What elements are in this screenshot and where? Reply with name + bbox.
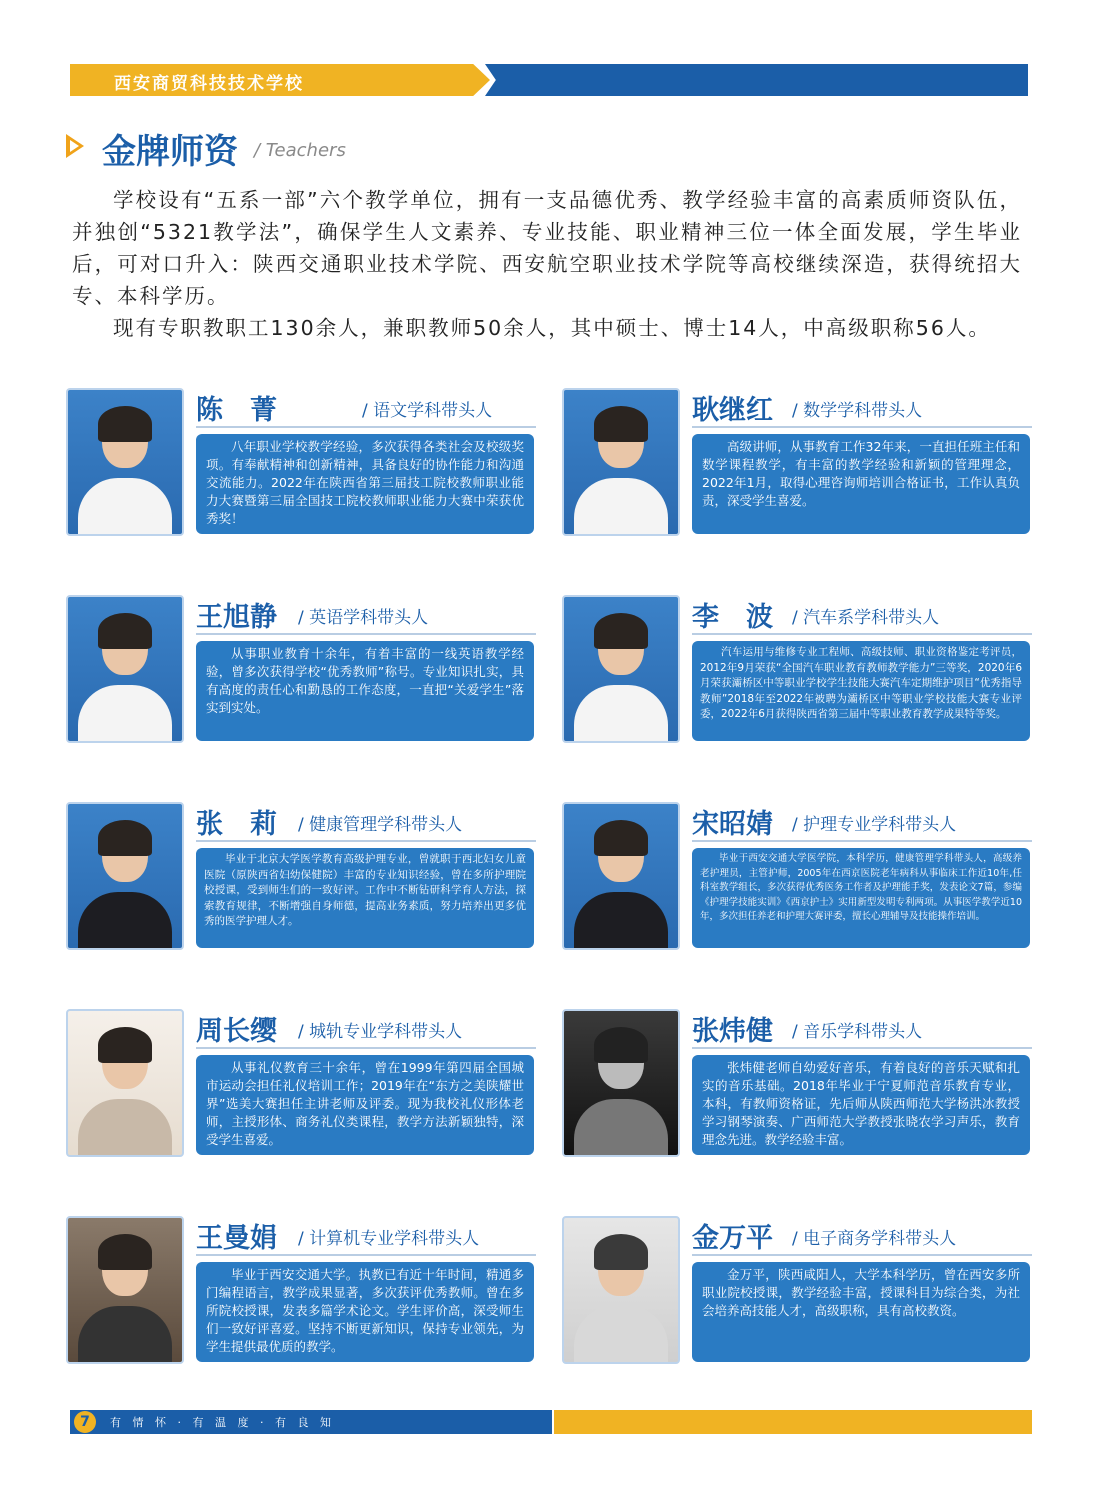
teacher-photo (562, 595, 680, 743)
teacher-card (562, 1216, 1032, 1366)
teacher-photo (66, 1009, 184, 1157)
school-name: 西安商贸科技技术学校 (114, 74, 304, 94)
divider (196, 840, 536, 842)
intro-paragraph-1: 学校设有“五系一部”六个教学单位，拥有一支品德优秀、教学经验丰富的高素质师资队伍，并独创“5321教学法”，确保学生人文素养、专业技能、职业精神三位一体全面发展，学生毕业后，可对口升入：陕西交通职业技术学院、西安航空职业技术学院等高校继续深造，获得统招大专、本科学历。 (72, 188, 1022, 308)
teacher-card (562, 802, 1032, 952)
teacher-role: / 计算机专业学科带头人 (298, 1229, 480, 1249)
teacher-description: 汽车运用与维修专业工程师、高级技师、职业资格鉴定考评员，2012年9月荣获“全国汽车职业教育教师教学能力”三等奖，2020年6月荣获灞桥区中等职业学校学生技能大赛汽车定期维护项目“优秀指导教师”2018年至2022年被聘为灞桥区中等职业学校技能大赛专业评委，2022年6月获得陕西省第三届中等职业教育教学成果特等奖。 (692, 641, 1030, 741)
intro-text (72, 184, 1022, 344)
divider (692, 840, 1032, 842)
teacher-card (66, 802, 536, 952)
footer-motto: 有 情 怀 · 有 温 度 · 有 良 知 (110, 1416, 335, 1429)
teacher-description: 毕业于北京大学医学教育高级护理专业，曾就职于西北妇女儿童医院（原陕西省妇幼保健院）丰富的专业知识经验，曾在多所护理院校授课，受到师生们的一致好评。工作中不断钻研科学育人方法，探索教育规律，不断增强自身师德，提高业务素质，努力培养出更多优秀的医学护理人才。 (196, 848, 534, 948)
teacher-name: 陈 菁 (196, 395, 277, 426)
teacher-role: / 语文学科带头人 (362, 401, 493, 421)
teacher-card (66, 388, 536, 538)
teacher-name: 张炜健 (692, 1016, 773, 1047)
teacher-role: / 数学学科带头人 (792, 401, 923, 421)
section-subtitle: / Teachers (254, 140, 346, 161)
teacher-name: 李 波 (692, 602, 773, 633)
teacher-role: / 汽车系学科带头人 (792, 608, 940, 628)
footer-yellow-segment (554, 1410, 1032, 1434)
teacher-description: 张炜健老师自幼爱好音乐，有着良好的音乐天赋和扎实的音乐基础。2018年毕业于宁夏师范音乐教育专业，本科，有教师资格证，先后师从陕西师范大学杨洪冰教授学习钢琴演奏、广西师范大学教授张晓农学习声乐，教育理念先进。教学经验丰富。 (692, 1055, 1030, 1155)
arrow-icon-inner (70, 140, 79, 152)
teacher-name: 金万平 (692, 1223, 773, 1254)
teacher-photo (66, 1216, 184, 1364)
teacher-card (562, 595, 1032, 745)
section-title: 金牌师资 (102, 132, 238, 172)
teacher-photo (66, 388, 184, 536)
teacher-photo (562, 1009, 680, 1157)
teacher-photo (562, 802, 680, 950)
teacher-name: 宋昭婧 (692, 809, 773, 840)
divider (692, 1047, 1032, 1049)
teacher-photo (66, 802, 184, 950)
teacher-role: / 音乐学科带头人 (792, 1022, 923, 1042)
teacher-name: 王旭静 (196, 602, 277, 633)
teacher-name: 周长缨 (196, 1016, 277, 1047)
teacher-description: 高级讲师，从事教育工作32年来，一直担任班主任和数学课程教学，有丰富的教学经验和新颖的管理理念，2022年1月，取得心理咨询师培训合格证书，工作认真负责，深受学生喜爱。 (692, 434, 1030, 534)
teacher-card (66, 1216, 536, 1366)
bottom-banner (70, 1410, 1032, 1434)
divider (692, 633, 1032, 635)
teacher-role: / 护理专业学科带头人 (792, 815, 957, 835)
teacher-card (562, 1009, 1032, 1159)
divider (196, 426, 536, 428)
divider (692, 1254, 1032, 1256)
teacher-role: / 英语学科带头人 (298, 608, 429, 628)
teacher-description: 从事职业教育十余年，有着丰富的一线英语教学经验，曾多次获得学校“优秀教师”称号。专业知识扎实，具有高度的责任心和勤恳的工作态度，一直把“关爱学生”落实到实处。 (196, 641, 534, 741)
top-banner (70, 64, 1028, 96)
teacher-card (66, 595, 536, 745)
teacher-role: / 城轨专业学科带头人 (298, 1022, 463, 1042)
teacher-card (562, 388, 1032, 538)
teacher-name: 张 莉 (196, 809, 277, 840)
teacher-card (66, 1009, 536, 1159)
teacher-name: 耿继红 (692, 395, 773, 426)
teacher-photo (562, 388, 680, 536)
teacher-description: 金万平，陕西咸阳人，大学本科学历，曾在西安多所职业院校授课，教学经验丰富，授课科目为综合类，为社会培养高技能人才，高级职称，具有高校教资。 (692, 1262, 1030, 1362)
divider (692, 426, 1032, 428)
page-number: 7 (74, 1411, 96, 1433)
teacher-role: / 健康管理学科带头人 (298, 815, 463, 835)
teacher-photo (562, 1216, 680, 1364)
teacher-photo (66, 595, 184, 743)
teacher-role: / 电子商务学科带头人 (792, 1229, 957, 1249)
divider (196, 1047, 536, 1049)
divider (196, 633, 536, 635)
teacher-name: 王曼娟 (196, 1223, 277, 1254)
banner-blue-segment (485, 64, 1028, 96)
teacher-description: 毕业于西安交通大学医学院，本科学历，健康管理学科带头人，高级养老护理员，主管护师，2005年在西京医院老年病科从事临床工作近10年,任科室教学组长，多次获得优秀医务工作者及护理能手奖，发表论文7篇，参编《护理学技能实训》《西京护士》实用新型发明专利两项。从事医学教学近10年，多次担任养老和护理大赛评委，擅长心理辅导及技能操作培训。 (692, 848, 1030, 948)
intro-paragraph-2: 现有专职教职工130余人，兼职教师50余人，其中硕士、博士14人，中高级职称56人。 (113, 316, 991, 340)
teacher-description: 毕业于西安交通大学。执教已有近十年时间，精通多门编程语言，教学成果显著，多次获评优秀教师。曾在多所院校授课，发表多篇学术论文。学生评价高，深受师生们一致好评喜爱。坚持不断更新知识，保持专业领先，为学生提供最优质的教学。 (196, 1262, 534, 1362)
teacher-description: 八年职业学校教学经验，多次获得各类社会及校级奖项。有奉献精神和创新精神，具备良好的协作能力和沟通交流能力。2022年在陕西省第三届技工院校教师职业能力大赛暨第三届全国技工院校教师职业能力大赛中荣获优秀奖！ (196, 434, 534, 534)
divider (196, 1254, 536, 1256)
teacher-description: 从事礼仪教育三十余年，曾在1999年第四届全国城市运动会担任礼仪培训工作；2019年在“东方之美陕耀世界”选美大赛担任主讲老师及评委。现为我校礼仪形体老师，主授形体、商务礼仪类课程，教学方法新颖独特，深受学生喜爱。 (196, 1055, 534, 1155)
